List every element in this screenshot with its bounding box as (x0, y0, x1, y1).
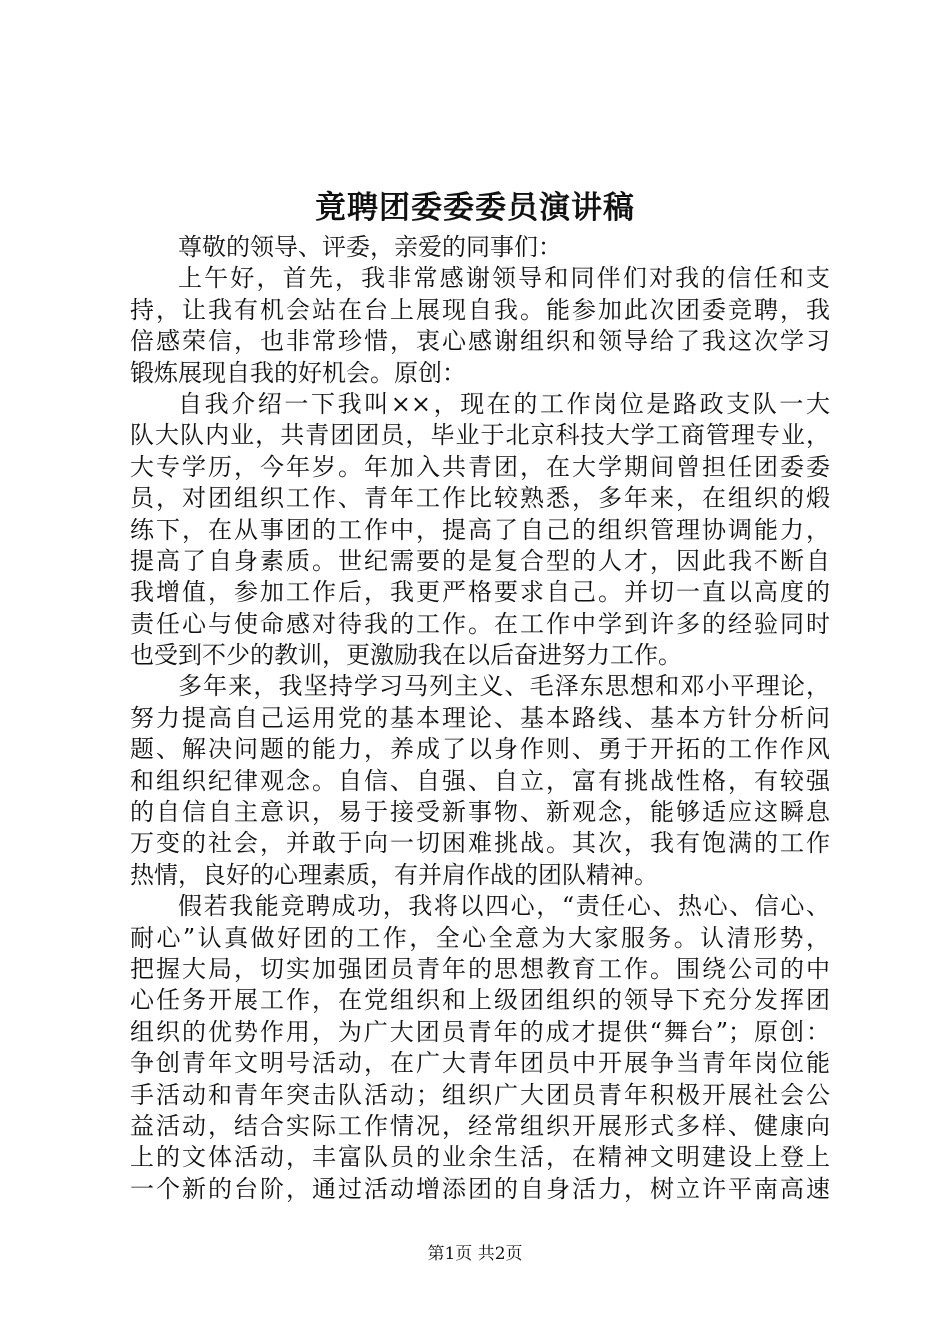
page-footer: 第1页 共2页 (427, 1244, 523, 1264)
text-line: 一个新的台阶，通过活动增添团的自身活力，树立许平南高速 (130, 1174, 830, 1203)
text-line: 耐心”认真做好团的工作，全心全意为大家服务。认清形势， (130, 923, 830, 952)
text-line: 组织的优势作用，为广大团员青年的成才提供“舞台”；原创： (130, 1017, 830, 1046)
text-line: 题、解决问题的能力，养成了以身作则、勇于开拓的工作作风 (130, 735, 830, 764)
text-line: 益活动，结合实际工作情况，经常组织开展形式多样、健康向 (130, 1111, 830, 1140)
text-line: 手活动和青年突击队活动；组织广大团员青年积极开展社会公 (130, 1080, 830, 1109)
text-line: 的自信自主意识，易于接受新事物、新观念，能够适应这瞬息 (130, 798, 830, 827)
text-line: 锻炼展现自我的好机会。原创： (130, 358, 466, 387)
text-line: 努力提高自己运用党的基本理论、基本路线、基本方针分析问 (130, 703, 830, 732)
text-line: 责任心与使命感对待我的工作。在工作中学到许多的经验同时 (130, 609, 830, 638)
text-line: 上的文体活动，丰富队员的业余生活，在精神文明建设上登上 (130, 1143, 830, 1172)
text-line: 大专学历，今年岁。年加入共青团，在大学期间曾担任团委委 (130, 452, 830, 481)
text-line: 多年来，我坚持学习马列主义、毛泽东思想和邓小平理论， (178, 672, 830, 701)
text-line: 持，让我有机会站在台上展现自我。能参加此次团委竞聘，我 (130, 295, 830, 324)
text-line: 和组织纪律观念。自信、自强、自立，富有挑战性格，有较强 (130, 766, 830, 795)
text-line: 自我介绍一下我叫××，现在的工作岗位是路政支队一大 (178, 389, 830, 418)
text-line: 队大队内业，共青团团员，毕业于北京科技大学工商管理专业， (130, 421, 830, 450)
text-line: 员，对团组织工作、青年工作比较熟悉，多年来，在组织的煅 (130, 484, 830, 513)
text-line: 倍感荣信，也非常珍惜，衷心感谢组织和领导给了我这次学习 (130, 327, 830, 356)
text-line: 也受到不少的教训，更激励我在以后奋进努力工作。 (130, 641, 682, 670)
text-line: 万变的社会，并敢于向一切困难挑战。其次，我有饱满的工作 (130, 829, 830, 858)
page-title: 竟聘团委委委员演讲稿 (315, 190, 635, 226)
text-line: 尊敬的领导、评委，亲爱的同事们： (178, 233, 562, 261)
text-line: 争创青年文明号活动，在广大青年团员中开展争当青年岗位能 (130, 1049, 830, 1078)
text-line: 我增值，参加工作后，我更严格要求自己。并切一直以高度的 (130, 578, 830, 607)
text-line: 假若我能竞聘成功，我将以四心，“责任心、热心、信心、 (178, 892, 830, 921)
text-line: 练下，在从事团的工作中，提高了自己的组织管理协调能力， (130, 515, 830, 544)
text-line: 心任务开展工作，在党组织和上级团组织的领导下充分发挥团 (130, 986, 830, 1015)
text-line: 把握大局，切实加强团员青年的思想教育工作。围绕公司的中 (130, 954, 830, 983)
text-line: 上午好，首先，我非常感谢领导和同伴们对我的信任和支 (178, 264, 830, 293)
text-line: 提高了自身素质。世纪需要的是复合型的人才，因此我不断自 (130, 546, 830, 575)
document-body (130, 232, 830, 1205)
text-line: 热情，良好的心理素质，有并肩作战的团队精神。 (130, 860, 658, 889)
